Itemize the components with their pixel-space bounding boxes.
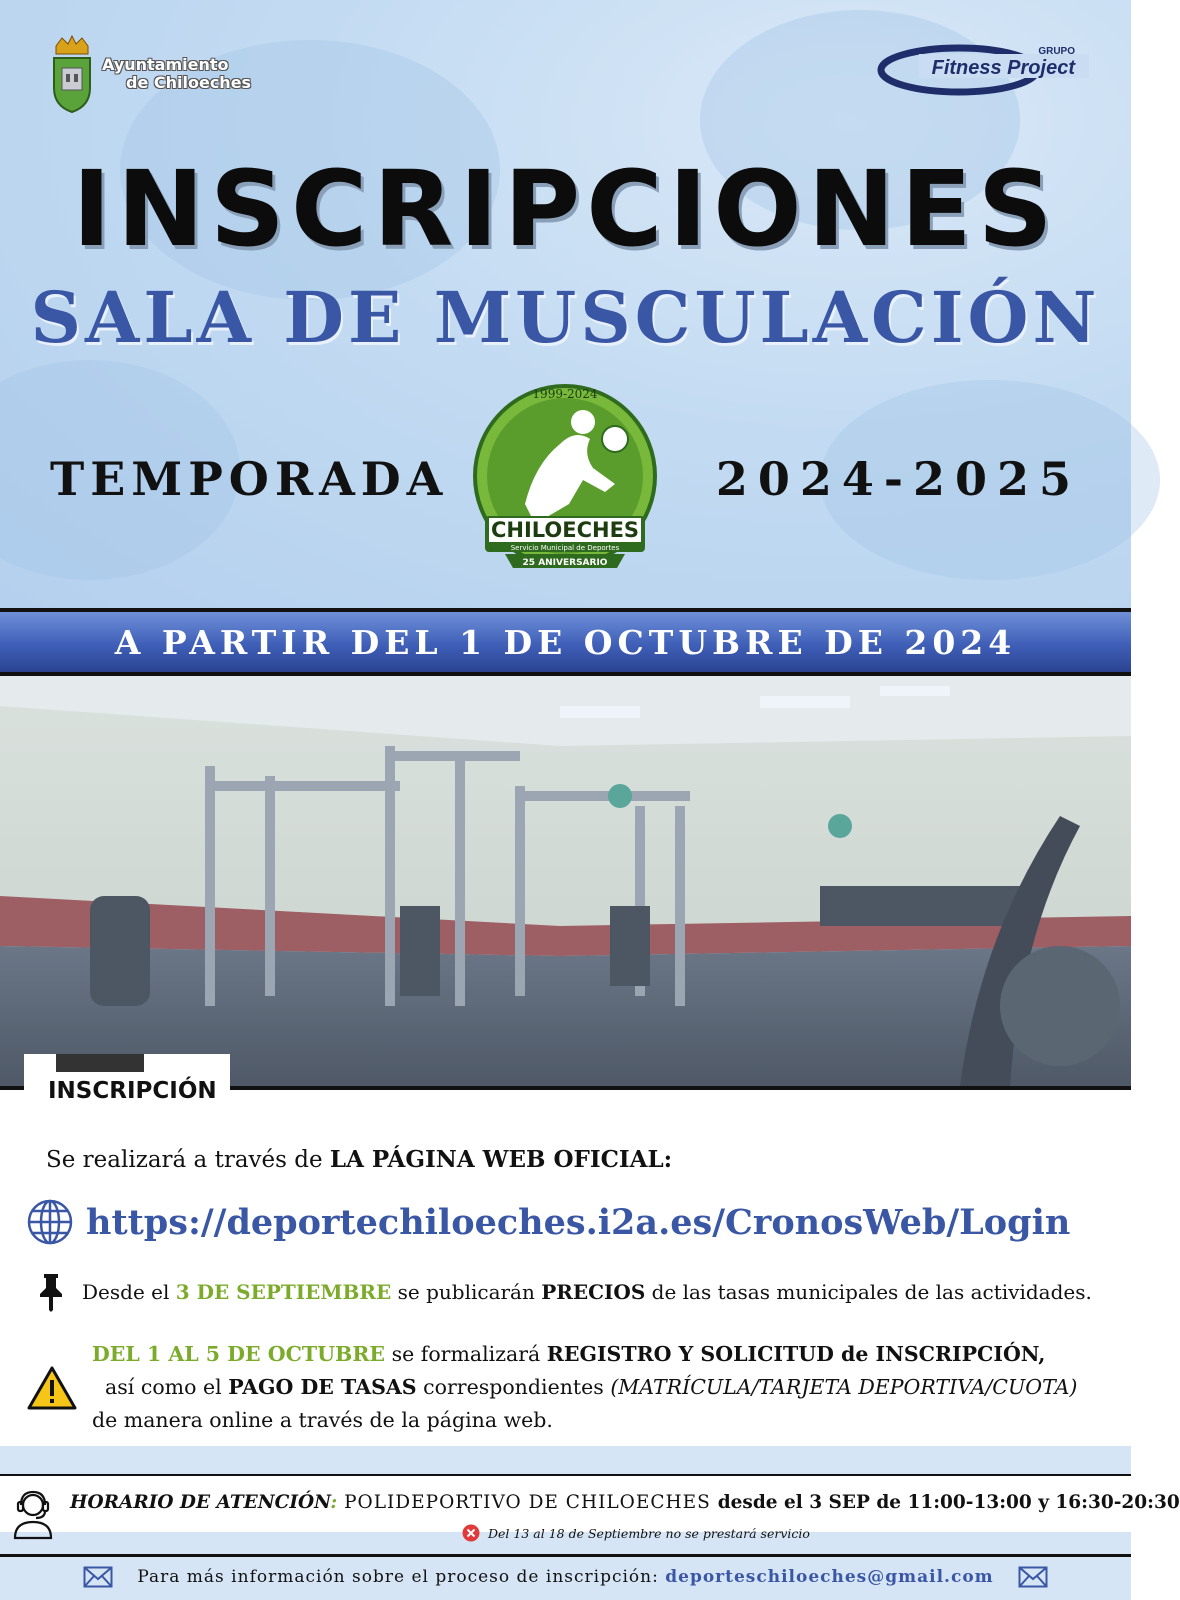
schedule-colon: : xyxy=(330,1492,338,1513)
schedule-hours: desde el 3 SEP de 11:00-13:00 y 16:30-20:30 xyxy=(717,1492,1180,1513)
fitness-project-logo xyxy=(879,40,1089,98)
registration-dates: DEL 1 AL 5 DE OCTUBRE xyxy=(92,1342,386,1366)
badge-anniversary: 25 ANIVERSARIO xyxy=(522,558,608,568)
envelope-icon xyxy=(1018,1566,1048,1588)
fitness-grupo-text: GRUPO xyxy=(1038,46,1075,57)
url-row xyxy=(26,1198,1070,1246)
prices-text-b: se publicarán xyxy=(391,1280,542,1304)
gym-photo xyxy=(0,676,1131,1086)
intro-paragraph xyxy=(46,1146,672,1173)
schedule-line xyxy=(70,1492,1180,1513)
prices-text-c: de las tasas municipales de las actividades. xyxy=(645,1280,1092,1304)
prices-bold: PRECIOS xyxy=(541,1280,646,1304)
pushpin-icon xyxy=(36,1272,66,1312)
intro-text: Se realizará a través de xyxy=(46,1147,330,1173)
registration-text-b: así como el xyxy=(92,1375,229,1399)
prices-text-a: Desde el xyxy=(82,1280,176,1304)
fitness-name-text: Fitness Project xyxy=(931,57,1075,79)
tape-decoration xyxy=(56,1054,144,1072)
closure-note xyxy=(462,1524,810,1542)
error-x-icon xyxy=(462,1524,480,1542)
municipality-line-2: de Chiloeches xyxy=(126,73,252,92)
divider-schedule-bottom xyxy=(0,1554,1131,1557)
registration-bold-1: REGISTRO Y SOLICITUD de INSCRIPCIÓN, xyxy=(546,1342,1046,1366)
season-years: 2024-2025 xyxy=(715,452,1081,506)
municipality-logo xyxy=(50,36,251,112)
warning-icon xyxy=(26,1365,78,1411)
inscription-tag-label: INSCRIPCIÓN xyxy=(48,1078,217,1104)
registration-notice xyxy=(26,1338,1092,1437)
registration-bold-2: PAGO DE TASAS xyxy=(228,1375,417,1399)
envelope-icon xyxy=(83,1566,113,1588)
registration-link[interactable]: https://deportechiloeches.i2a.es/CronosWeb/Login xyxy=(86,1201,1071,1243)
season-label: TEMPORADA xyxy=(50,452,449,506)
registration-text-c: correspondientes xyxy=(416,1375,611,1399)
intro-bold: LA PÁGINA WEB OFICIAL: xyxy=(329,1146,673,1173)
badge-service: Servicio Municipal de Deportes xyxy=(510,544,620,552)
start-date-banner: A PARTIR DEL 1 DE OCTUBRE DE 2024 xyxy=(0,608,1131,676)
registration-text-d: de manera online a través de la página web. xyxy=(92,1408,553,1432)
registration-text-a: se formalizará xyxy=(385,1342,547,1366)
contact-text: Para más información sobre el proceso de inscripción: xyxy=(137,1567,666,1587)
prices-date: 3 DE SEPTIEMBRE xyxy=(175,1280,392,1304)
page-subtitle: SALA DE MUSCULACIÓN xyxy=(30,276,1101,359)
municipality-line-1: Ayuntamiento xyxy=(102,55,229,74)
badge-name: CHILOECHES xyxy=(490,518,640,542)
headset-agent-icon xyxy=(12,1488,54,1540)
inscription-tag xyxy=(24,1054,230,1130)
prices-notice xyxy=(36,1272,1092,1312)
contact-email-link[interactable]: deporteschiloeches@gmail.com xyxy=(665,1567,994,1587)
page-title: INSCRIPCIONES xyxy=(72,148,1059,270)
badge-years: 1999-2024 xyxy=(532,387,598,401)
registration-italic: (MATRÍCULA/TARJETA DEPORTIVA/CUOTA) xyxy=(610,1375,1078,1399)
globe-icon xyxy=(26,1198,74,1246)
schedule-label: HORARIO DE ATENCIÓN xyxy=(70,1492,331,1513)
closure-note-text: Del 13 al 18 de Septiembre no se prestará servicio xyxy=(488,1525,810,1541)
contact-line xyxy=(0,1566,1131,1588)
coat-of-arms-icon xyxy=(50,36,94,112)
schedule-place: POLIDEPORTIVO DE CHILOECHES xyxy=(337,1492,718,1513)
chiloeches-25-anniversary-badge xyxy=(465,384,665,584)
